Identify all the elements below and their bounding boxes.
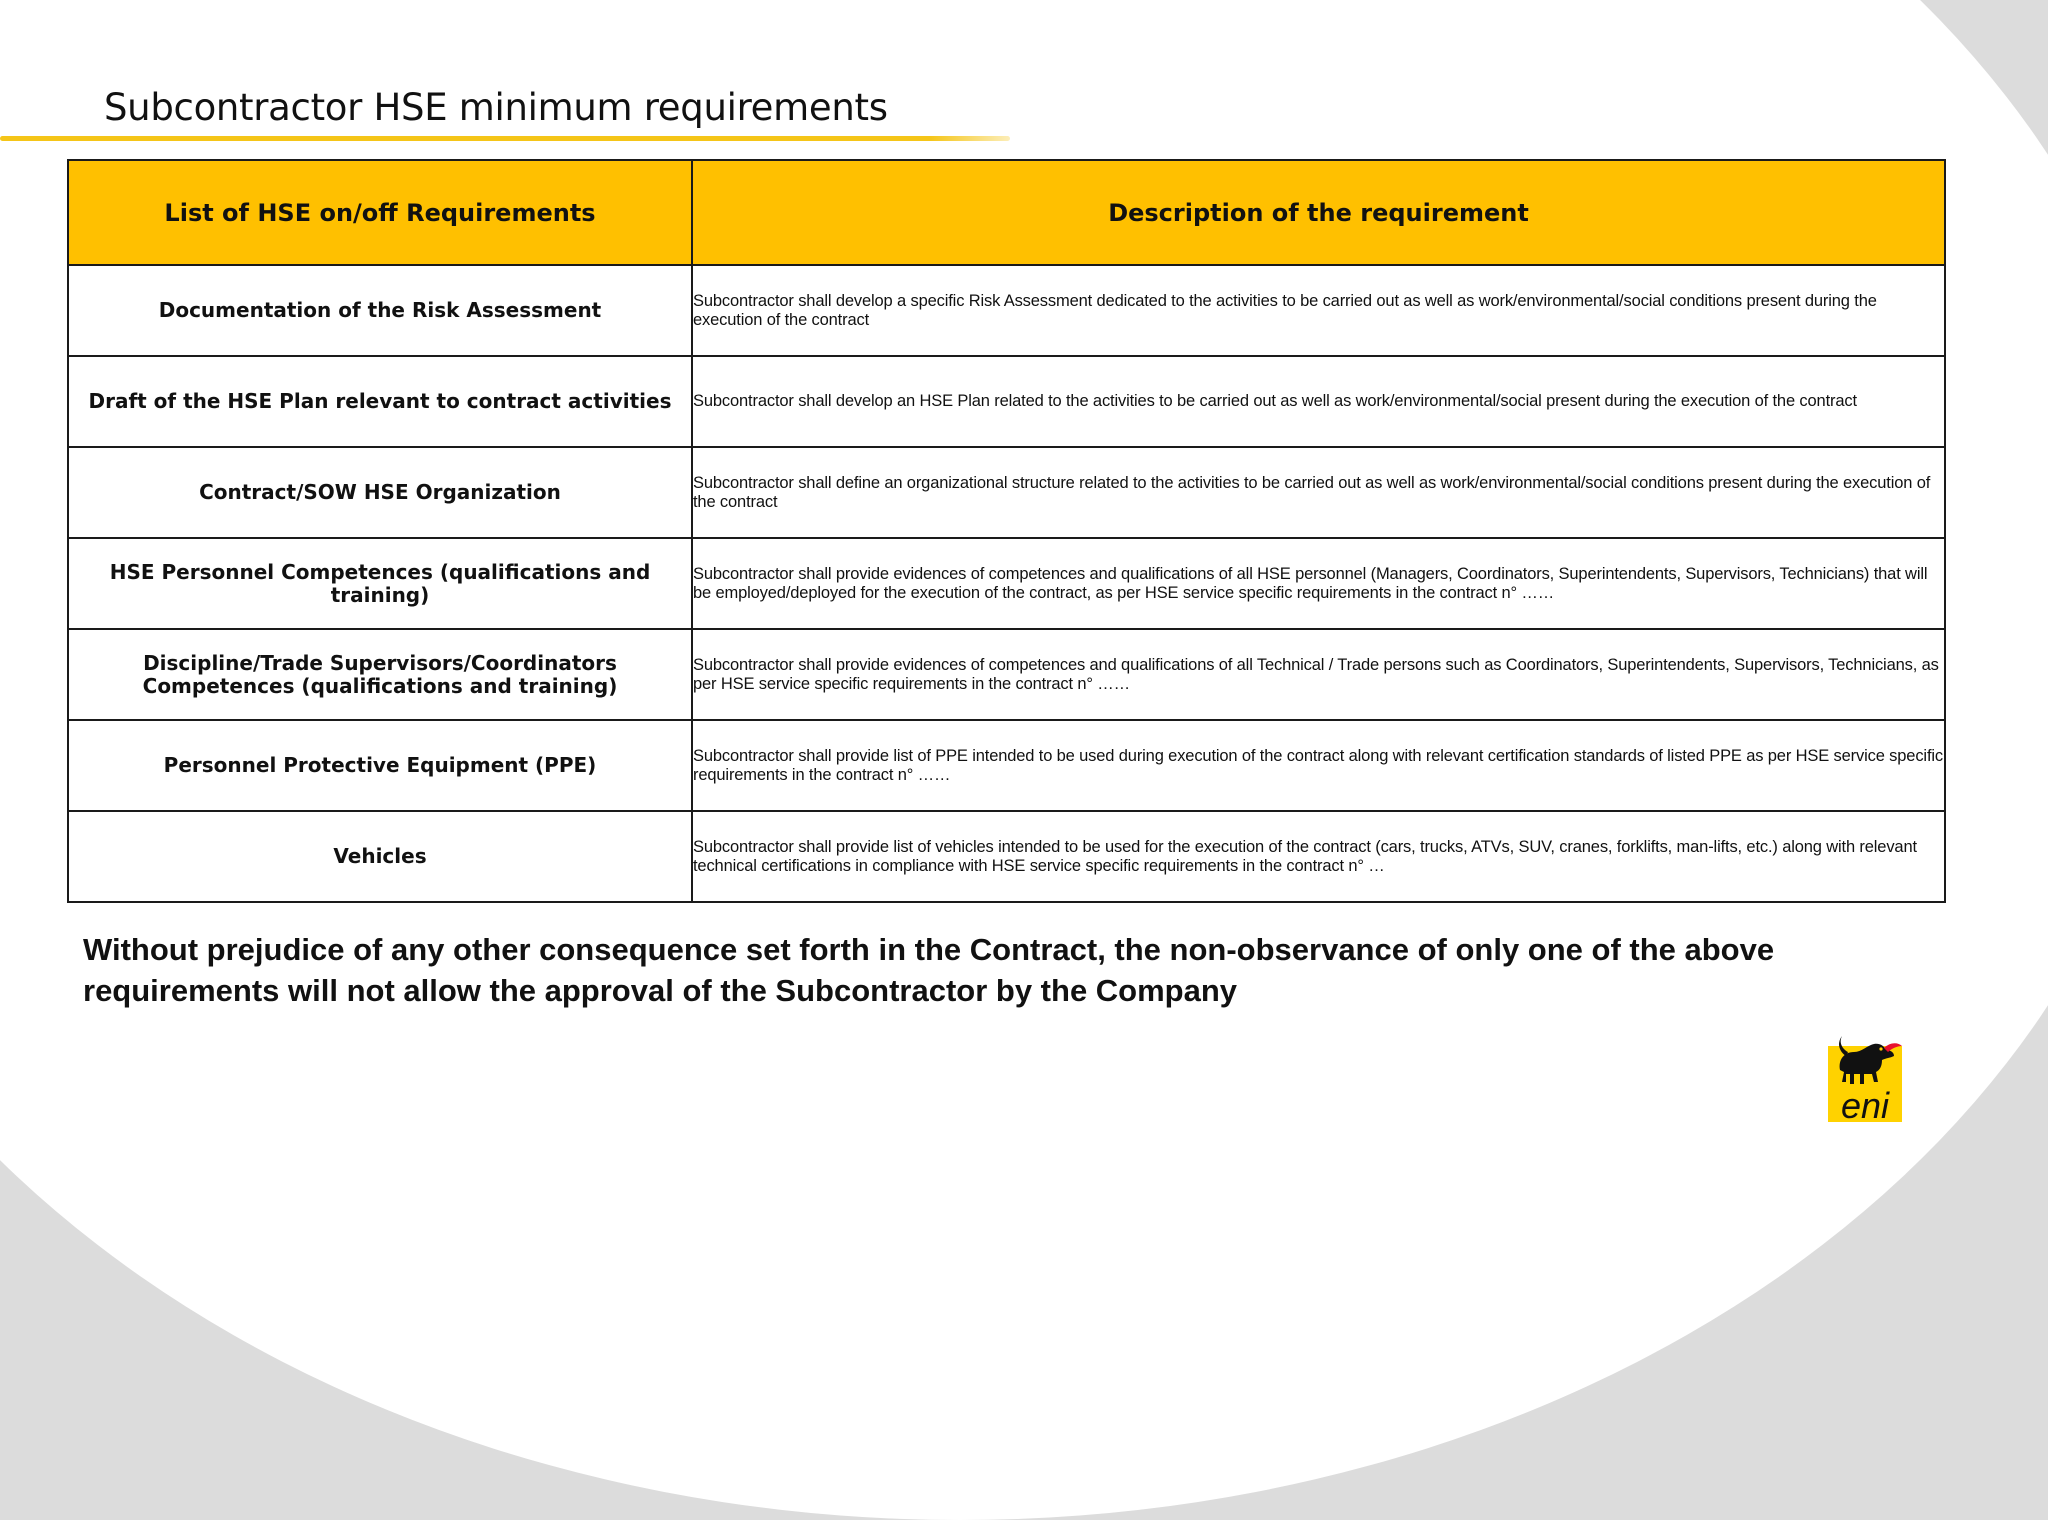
requirement-description: Subcontractor shall provide evidences of competences and qualifications of all Technical / Trade persons such as Coordinators, Superintendents, Supervisors, Technicians, as per HSE service specific requirements in the contract n° …… [692, 629, 1945, 720]
requirement-name: Vehicles [68, 811, 692, 902]
table-header-row [68, 160, 1945, 265]
table-row [68, 356, 1945, 447]
table-row [68, 265, 1945, 356]
title-underline [0, 136, 1010, 141]
table-row [68, 811, 1945, 902]
table-row [68, 720, 1945, 811]
requirement-description: Subcontractor shall provide list of PPE intended to be used during execution of the contract along with relevant certification standards of listed PPE as per HSE service specific requirements in the contract n° …… [692, 720, 1945, 811]
requirement-description: Subcontractor shall develop a specific Risk Assessment dedicated to the activities to be carried out as well as work/environmental/social conditions present during the execution of the contract [692, 265, 1945, 356]
requirement-description: Subcontractor shall provide list of vehicles intended to be used for the execution of the contract (cars, trucks, ATVs, SUV, cranes, forklifts, man-lifts, etc.) along with relevant technical certifications in compliance with HSE service specific requirements in the contract n° … [692, 811, 1945, 902]
table-row [68, 447, 1945, 538]
requirement-description: Subcontractor shall provide evidences of competences and qualifications of all HSE personnel (Managers, Coordinators, Superintendents, Supervisors, Technicians) that will be employed/deployed for the execution of the contract, as per HSE service specific requirements in the contract n° …… [692, 538, 1945, 629]
table-row [68, 538, 1945, 629]
requirement-name: Documentation of the Risk Assessment [68, 265, 692, 356]
requirement-name: Discipline/Trade Supervisors/Coordinators Competences (qualifications and training) [68, 629, 692, 720]
logo-text: eni [1840, 1085, 1890, 1124]
requirement-name: Contract/SOW HSE Organization [68, 447, 692, 538]
requirement-name: HSE Personnel Competences (qualifications and training) [68, 538, 692, 629]
requirement-description: Subcontractor shall develop an HSE Plan related to the activities to be carried out as well as work/environmental/social present during the execution of the contract [692, 356, 1945, 447]
slide-title: Subcontractor HSE minimum requirements [104, 86, 888, 129]
eni-logo [1818, 1012, 1914, 1124]
table-row [68, 629, 1945, 720]
header-description: Description of the requirement [692, 160, 1945, 265]
requirement-description: Subcontractor shall define an organizational structure related to the activities to be carried out as well as work/environmental/social conditions present during the execution of the contract [692, 447, 1945, 538]
header-requirements: List of HSE on/off Requirements [68, 160, 692, 265]
footer-note: Without prejudice of any other consequence set forth in the Contract, the non-observance of only one of the above requirements will not allow the approval of the Subcontractor by the Company [83, 932, 1775, 1008]
requirements-table [67, 159, 1946, 903]
requirement-name: Personnel Protective Equipment (PPE) [68, 720, 692, 811]
requirement-name: Draft of the HSE Plan relevant to contract activities [68, 356, 692, 447]
